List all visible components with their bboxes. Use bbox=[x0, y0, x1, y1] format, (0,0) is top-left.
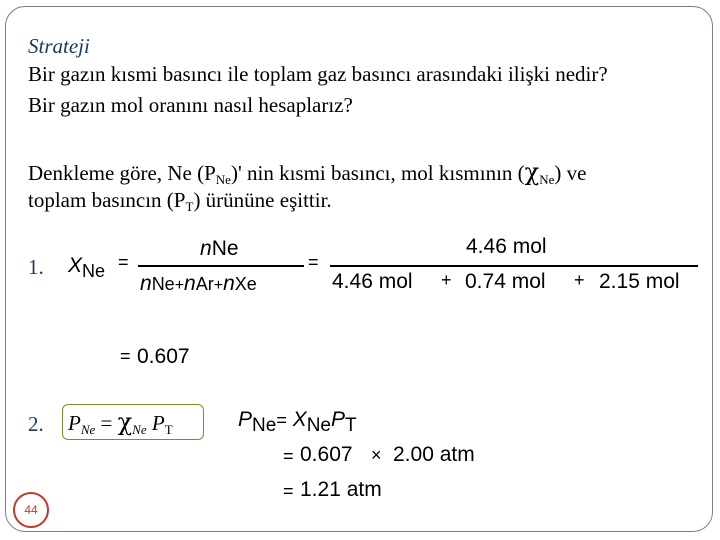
fraction-1-denominator: nNe+nAr+nXe bbox=[140, 272, 257, 295]
calc-line-2-a: 0.607 bbox=[300, 443, 353, 466]
page-number-badge: 44 bbox=[13, 492, 49, 528]
calc-line-2-b: 2.00 atm bbox=[393, 443, 475, 466]
fraction-2-denominator-b: 0.74 mol bbox=[465, 270, 546, 293]
step-2-number: 2. bbox=[28, 412, 44, 436]
mole-fraction-result: 0.607 bbox=[137, 345, 190, 368]
equals-sign-1: = bbox=[118, 252, 129, 272]
lhs-mole-fraction: XNe bbox=[68, 254, 106, 281]
chi-symbol: χ bbox=[524, 158, 540, 186]
fraction-2-denominator-a: 4.46 mol bbox=[332, 270, 413, 293]
explanation-line-2: toplam basıncın $(P_T)$ ürününe eşittir. bbox=[28, 188, 332, 214]
calc-line-3-equals: = bbox=[283, 481, 294, 501]
fraction-2-denominator-c: 2.15 mol bbox=[599, 270, 680, 293]
equals-sign-2: = bbox=[308, 252, 319, 272]
explanation-line-1: Denkleme göre, Ne $(P_{Ne})'$ nin kısmi basıncı, mol kısmının $(\chi_{Ne})$ ve bbox=[28, 158, 587, 187]
calc-line-1: PNe= XNePT bbox=[238, 408, 357, 436]
plus-sign-a: + bbox=[441, 270, 452, 290]
partial-pressure-result: 1.21 atm bbox=[300, 478, 382, 501]
times-sign: × bbox=[371, 445, 382, 465]
fraction-1-numerator: nNe bbox=[200, 237, 239, 260]
strategy-title: Strateji bbox=[28, 34, 90, 58]
fraction-2-bar bbox=[330, 265, 698, 267]
step-1-number: 1. bbox=[28, 255, 44, 279]
partial-pressure-formula: $P_{Ne} = \chi_{Ne}$ $P_T$ bbox=[68, 408, 173, 437]
result-equals: = bbox=[120, 346, 131, 366]
plus-sign-b: + bbox=[574, 270, 585, 290]
question-line-2: Bir gazın mol oranını nasıl hesaplarız? bbox=[28, 93, 353, 117]
question-line-1: Bir gazın kısmi basıncı ile toplam gaz basıncı arasındaki ilişki nedir? bbox=[28, 62, 608, 86]
fraction-2-numerator: 4.46 mol bbox=[466, 235, 547, 258]
fraction-1-bar bbox=[138, 265, 304, 267]
calc-line-2-equals: = bbox=[283, 446, 294, 466]
